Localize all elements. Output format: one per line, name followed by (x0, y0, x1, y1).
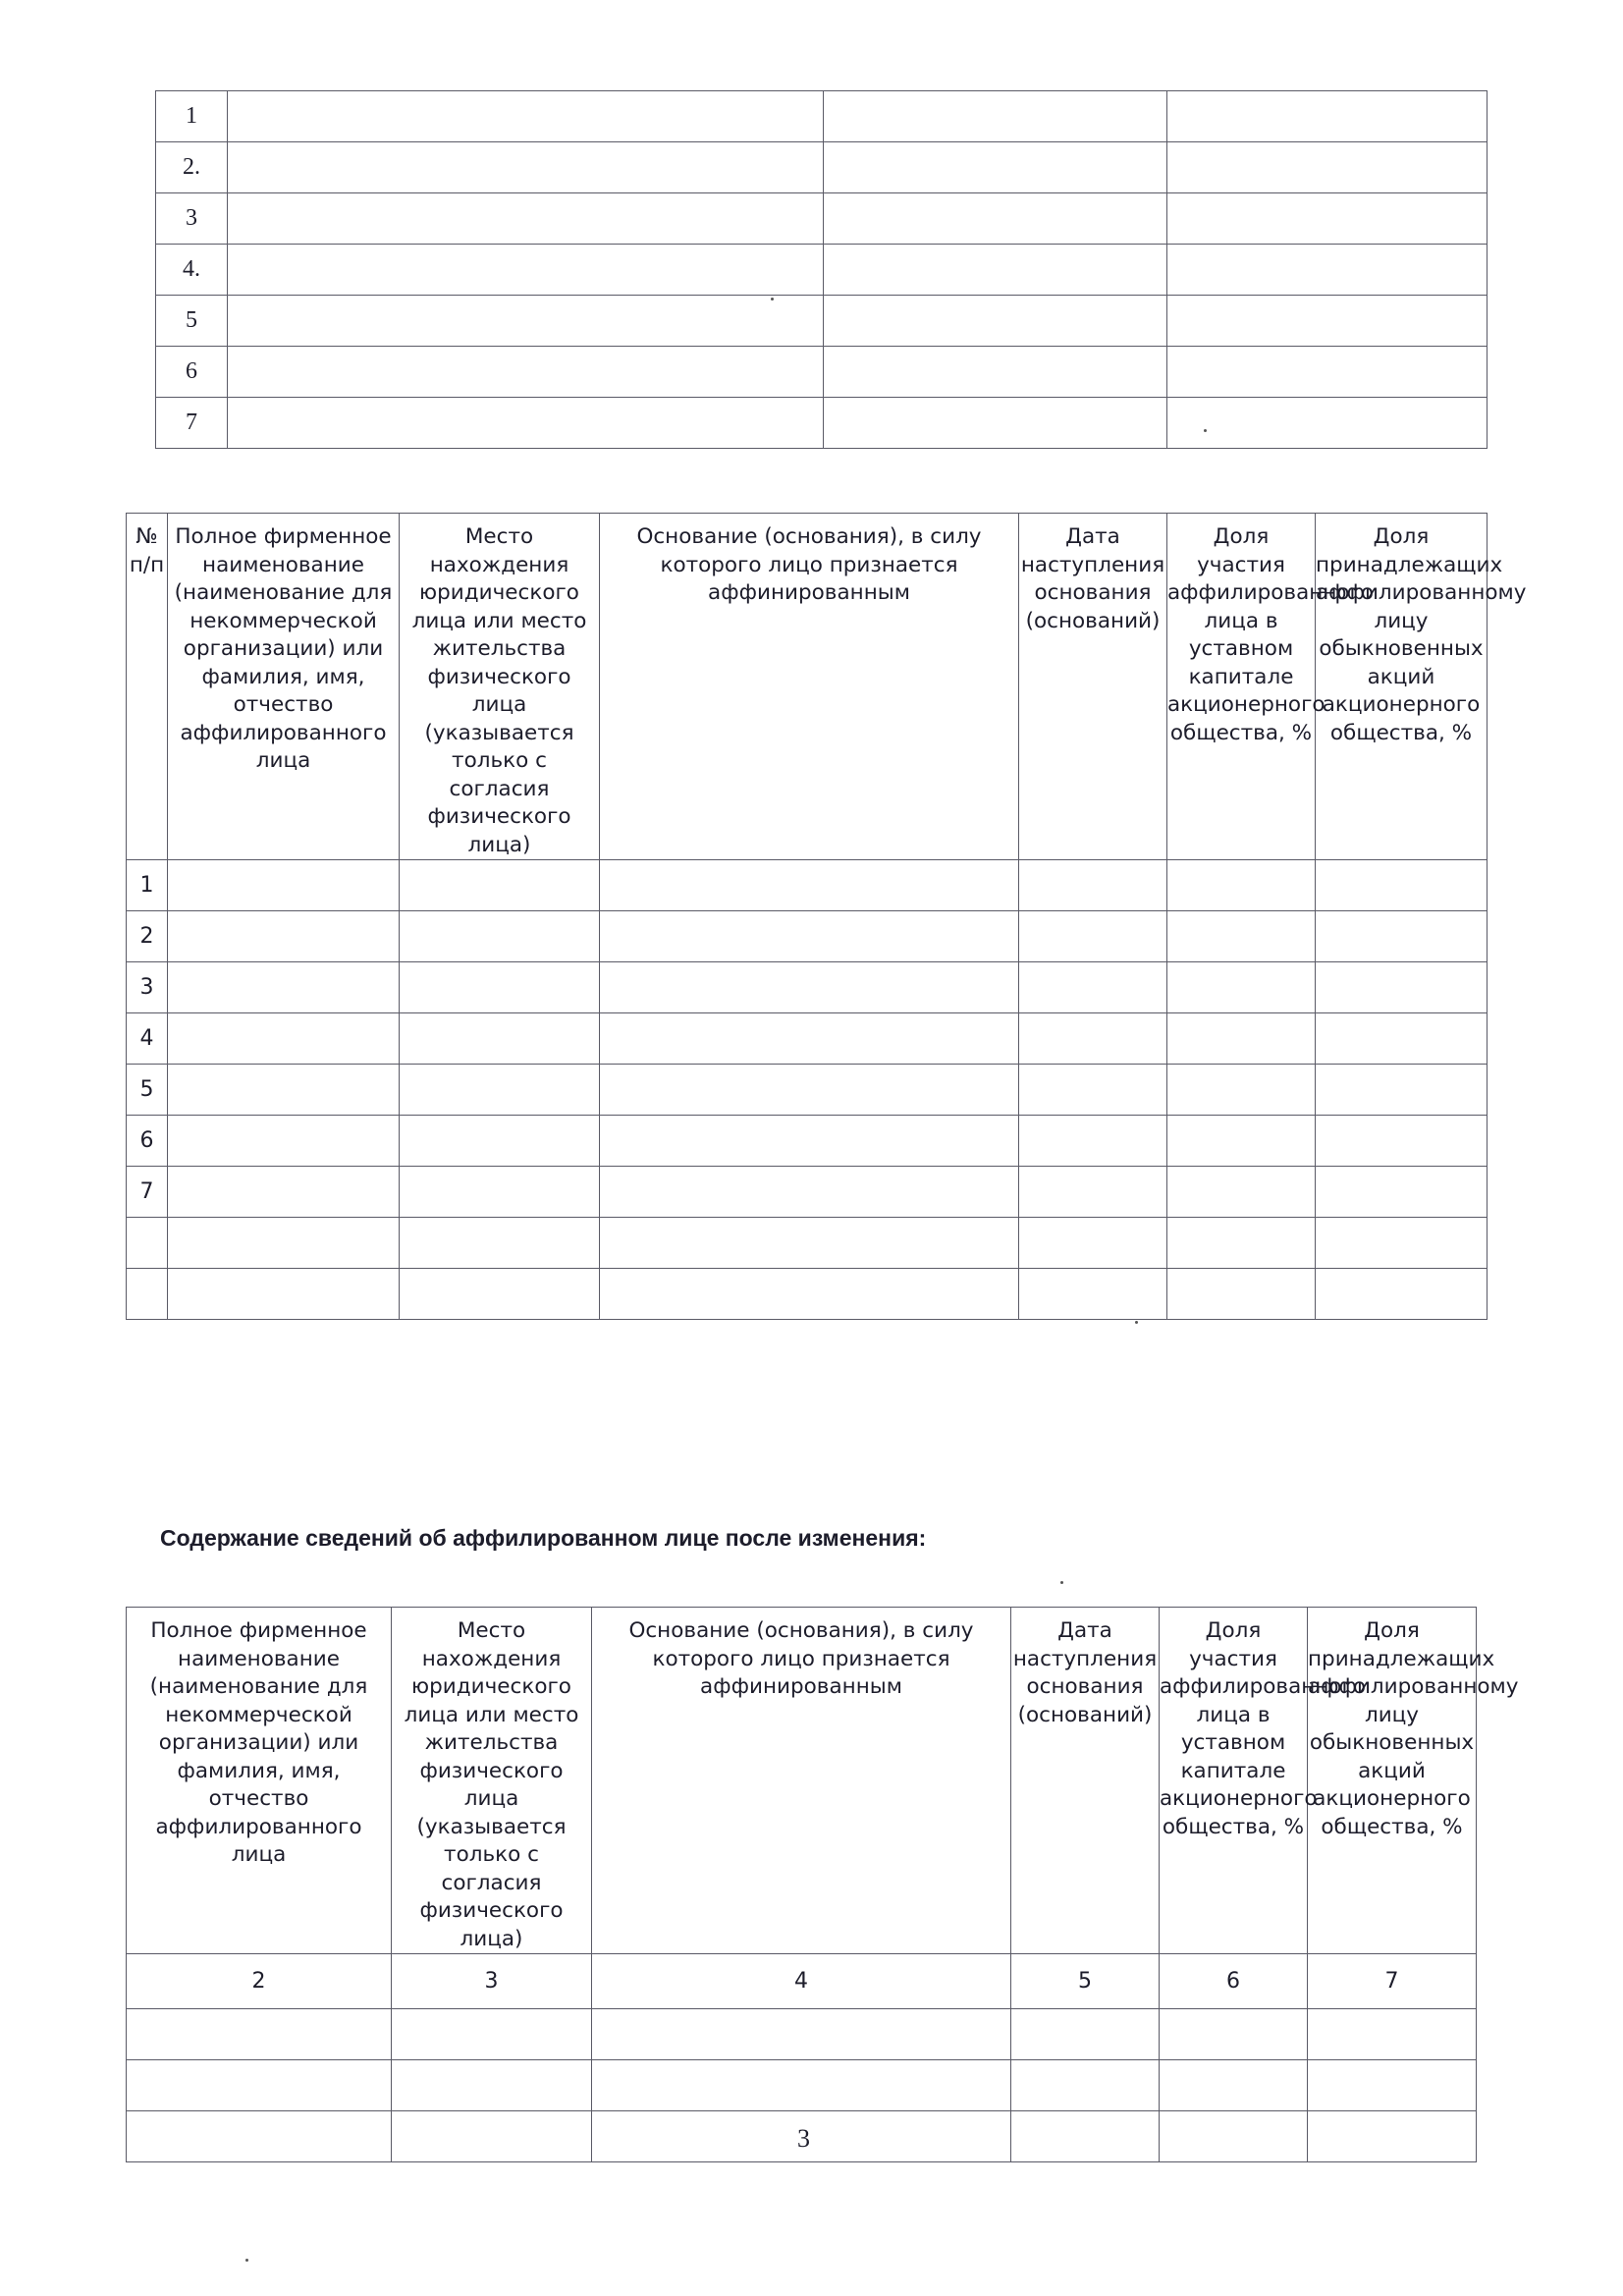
table-cell[interactable] (400, 860, 600, 911)
table-cell[interactable] (1019, 1116, 1167, 1167)
table-cell[interactable] (592, 2060, 1011, 2111)
header-affiliate-name: Полное фирменное наименование (наименование для некоммерческой организации) или фамилия, имя, отчество аффилированного лица (127, 1608, 392, 1954)
table-cell[interactable] (168, 1269, 400, 1320)
table-cell[interactable] (168, 1116, 400, 1167)
table-cell[interactable] (392, 2060, 592, 2111)
column-number: 3 (392, 1954, 592, 2009)
header-location: Место нахождения юридического лица или место жительства физического лица (указывается только с согласия физического лица) (400, 514, 600, 860)
affiliate-before-change-table (126, 513, 1527, 1320)
table-row (127, 1167, 1488, 1218)
table-cell[interactable] (1316, 962, 1488, 1013)
table-cell[interactable] (1167, 1167, 1316, 1218)
table-cell[interactable] (824, 91, 1167, 142)
table-cell[interactable] (1160, 2060, 1308, 2111)
table-cell[interactable] (600, 1167, 1019, 1218)
table-row (127, 1116, 1488, 1167)
row-number: 7 (156, 398, 228, 449)
table-row (127, 1218, 1488, 1269)
table-cell[interactable] (824, 296, 1167, 347)
row-number: 6 (127, 1116, 168, 1167)
table-cell[interactable] (228, 142, 824, 193)
table-cell[interactable] (1019, 1218, 1167, 1269)
table-cell[interactable] (1167, 962, 1316, 1013)
table-cell[interactable] (1167, 245, 1488, 296)
table-cell[interactable] (1019, 962, 1167, 1013)
row-number: 2. (156, 142, 228, 193)
table-cell[interactable] (168, 860, 400, 911)
table-cell[interactable] (600, 860, 1019, 911)
row-number: 3 (156, 193, 228, 245)
table-cell[interactable] (400, 1065, 600, 1116)
table-cell[interactable] (1167, 1269, 1316, 1320)
row-number (127, 1218, 168, 1269)
table-cell[interactable] (228, 91, 824, 142)
table-cell[interactable] (1308, 2009, 1477, 2060)
row-number: 5 (156, 296, 228, 347)
row-number: 6 (156, 347, 228, 398)
table-cell[interactable] (1316, 1167, 1488, 1218)
header-basis: Основание (основания), в силу которого лицо признается аффинированным (592, 1608, 1011, 1954)
table-row (156, 398, 1488, 449)
table-cell[interactable] (1019, 1269, 1167, 1320)
section-title-after-change: Содержание сведений об аффилированном лице после изменения: (160, 1525, 927, 1551)
table-cell[interactable] (1167, 1013, 1316, 1065)
table-cell[interactable] (1316, 1218, 1488, 1269)
column-number: 2 (127, 1954, 392, 2009)
scan-speck (1204, 429, 1207, 432)
table-cell[interactable] (824, 245, 1167, 296)
header-row-number: № п/п (127, 514, 168, 860)
table-cell[interactable] (1167, 1218, 1316, 1269)
header-basis-date: Дата наступления основания (оснований) (1011, 1608, 1160, 1954)
table-cell[interactable] (824, 347, 1167, 398)
table-cell[interactable] (168, 1218, 400, 1269)
table-cell[interactable] (1316, 860, 1488, 911)
table-header-row (127, 514, 1488, 860)
table-row (156, 142, 1488, 193)
table-row (156, 245, 1488, 296)
row-number: 7 (127, 1167, 168, 1218)
table-cell[interactable] (1167, 398, 1488, 449)
row-number (127, 1269, 168, 1320)
table-row (127, 911, 1488, 962)
table-cell[interactable] (824, 398, 1167, 449)
table-cell[interactable] (1167, 193, 1488, 245)
table-cell[interactable] (1167, 860, 1316, 911)
scan-speck (245, 2259, 248, 2262)
column-number-row (127, 1954, 1477, 2009)
table-cell[interactable] (168, 1065, 400, 1116)
table-cell[interactable] (1167, 91, 1488, 142)
table-cell[interactable] (228, 347, 824, 398)
table-cell[interactable] (228, 398, 824, 449)
table-row (127, 860, 1488, 911)
table-row (127, 2009, 1477, 2060)
table-header-row (127, 1608, 1477, 1954)
table-row (156, 347, 1488, 398)
table-cell[interactable] (168, 962, 400, 1013)
header-location: Место нахождения юридического лица или место жительства физического лица (указывается только с согласия физического лица) (392, 1608, 592, 1954)
table-cell[interactable] (127, 2009, 392, 2060)
column-number: 6 (1160, 1954, 1308, 2009)
table-row (127, 1065, 1488, 1116)
table-cell[interactable] (1011, 2111, 1160, 2162)
column-number: 5 (1011, 1954, 1160, 2009)
affiliate-list-table-top (155, 90, 1488, 449)
table-cell[interactable] (1011, 2009, 1160, 2060)
header-shares-share: Доля принадлежащих аффилированному лицу обыкновенных акций акционерного общества, % (1308, 1608, 1477, 1954)
table-row (156, 91, 1488, 142)
table-cell[interactable] (400, 1218, 600, 1269)
row-number: 4. (156, 245, 228, 296)
table-cell[interactable] (1316, 911, 1488, 962)
table-cell[interactable] (168, 911, 400, 962)
row-number: 1 (127, 860, 168, 911)
table-cell[interactable] (1316, 1013, 1488, 1065)
header-affiliate-name: Полное фирменное наименование (наименование для некоммерческой организации) или фамилия, имя, отчество аффилированного лица (168, 514, 400, 860)
table-cell[interactable] (392, 2009, 592, 2060)
table-cell[interactable] (592, 2009, 1011, 2060)
row-number: 1 (156, 91, 228, 142)
header-capital-share: Доля участия аффилированного лица в уставном капитале акционерного общества, % (1160, 1608, 1308, 1954)
column-number: 7 (1308, 1954, 1477, 2009)
table-cell[interactable] (127, 2060, 392, 2111)
table-cell[interactable] (600, 1065, 1019, 1116)
header-basis-date: Дата наступления основания (оснований) (1019, 514, 1167, 860)
header-basis: Основание (основания), в силу которого лицо признается аффинированным (600, 514, 1019, 860)
table-cell[interactable] (1160, 2111, 1308, 2162)
table-cell[interactable] (1308, 2111, 1477, 2162)
table-cell[interactable] (1308, 2060, 1477, 2111)
table-cell[interactable] (600, 962, 1019, 1013)
table-cell[interactable] (392, 2111, 592, 2162)
table-cell[interactable] (1019, 1013, 1167, 1065)
table-cell[interactable] (1011, 2060, 1160, 2111)
table-cell[interactable] (1167, 347, 1488, 398)
table-row (156, 296, 1488, 347)
table-cell[interactable] (1316, 1065, 1488, 1116)
table-cell[interactable] (400, 1269, 600, 1320)
table-cell[interactable] (400, 1116, 600, 1167)
scan-speck (771, 298, 774, 301)
table-cell[interactable] (1167, 296, 1488, 347)
table-row (127, 1269, 1488, 1320)
table-row (127, 2060, 1477, 2111)
table-cell[interactable] (1167, 1116, 1316, 1167)
table-cell[interactable] (168, 1167, 400, 1218)
table-cell[interactable] (228, 245, 824, 296)
table-row (127, 962, 1488, 1013)
page-number: 3 (797, 2124, 810, 2153)
table-cell[interactable] (228, 296, 824, 347)
table-row (156, 193, 1488, 245)
table-cell[interactable] (600, 1218, 1019, 1269)
row-number: 5 (127, 1065, 168, 1116)
table-cell[interactable] (127, 2111, 392, 2162)
table-cell[interactable] (1160, 2009, 1308, 2060)
table-cell[interactable] (1019, 860, 1167, 911)
table-cell[interactable] (600, 911, 1019, 962)
row-number: 4 (127, 1013, 168, 1065)
table-cell[interactable] (168, 1013, 400, 1065)
row-number: 2 (127, 911, 168, 962)
table-cell[interactable] (600, 1269, 1019, 1320)
table-cell[interactable] (824, 193, 1167, 245)
column-number: 4 (592, 1954, 1011, 2009)
table-cell[interactable] (1019, 1167, 1167, 1218)
table-cell[interactable] (400, 1167, 600, 1218)
table-row (127, 1013, 1488, 1065)
table-cell[interactable] (400, 1013, 600, 1065)
header-shares-share: Доля принадлежащих аффилированному лицу обыкновенных акций акционерного общества, % (1316, 514, 1488, 860)
scan-speck (1135, 1321, 1138, 1324)
table-cell[interactable] (1316, 1269, 1488, 1320)
table-cell[interactable] (1019, 1065, 1167, 1116)
table-cell[interactable] (1167, 911, 1316, 962)
row-number: 3 (127, 962, 168, 1013)
table-cell[interactable] (824, 142, 1167, 193)
header-capital-share: Доля участия аффилированного лица в уставном капитале акционерного общества, % (1167, 514, 1316, 860)
table-cell[interactable] (1167, 1065, 1316, 1116)
table-cell[interactable] (1019, 911, 1167, 962)
table-cell[interactable] (1167, 142, 1488, 193)
table-cell[interactable] (400, 911, 600, 962)
table-cell[interactable] (228, 193, 824, 245)
table-cell[interactable] (600, 1116, 1019, 1167)
affiliate-after-change-table (126, 1607, 1519, 2162)
table-cell[interactable] (400, 962, 600, 1013)
table-cell[interactable] (600, 1013, 1019, 1065)
scan-speck (1060, 1581, 1063, 1584)
table-cell[interactable] (1316, 1116, 1488, 1167)
